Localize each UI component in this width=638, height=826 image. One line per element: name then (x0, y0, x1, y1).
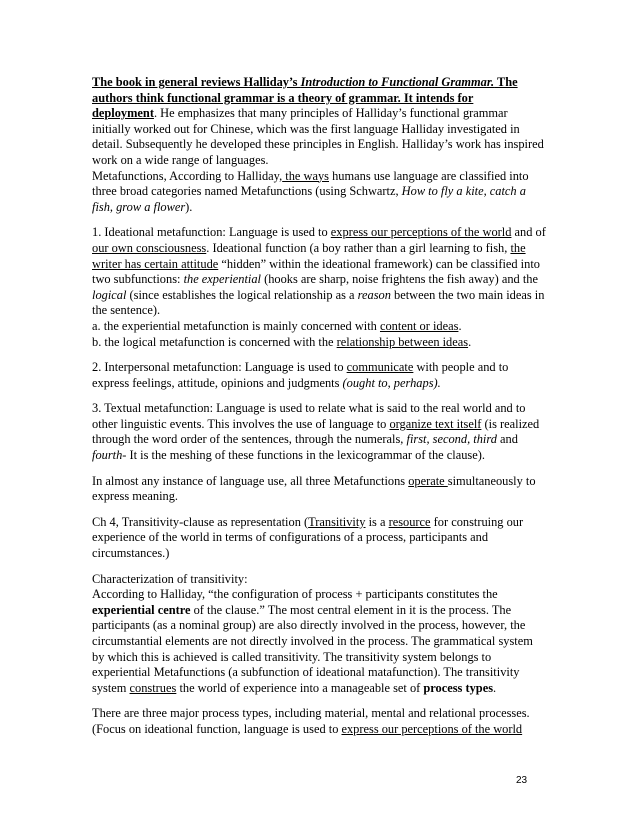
sub-item-b-end: . (468, 334, 472, 349)
paragraph-characterization (92, 572, 548, 697)
ideational-text: “hidden” within the ideational framework) can be classified into two subfunctions: (92, 256, 540, 287)
paragraph-process-types (92, 706, 548, 737)
metafunctions-end: ). (185, 199, 193, 214)
ideational-text: between the two main ideas in the sentence). (92, 287, 545, 318)
metafunctions-text: simultaneously to express meaning. (92, 473, 536, 504)
paragraph-all-metafunctions (92, 474, 548, 505)
schwartz-title: How to fly a kite, catch a fish, grow a flower (92, 184, 526, 214)
underlined-phrase: construes (129, 680, 177, 695)
textual-text: 3. Textual metafunction: Language is used to relate what is said to the real world and to other linguistic events. This involves the use of language to (92, 401, 526, 431)
transitivity-text: for construing our experience of the world in terms of configurations of a process, participants and circumstances.) (92, 514, 524, 561)
heading-text: The book in general reviews Halliday’s (92, 75, 301, 89)
characterization-end: . (493, 680, 497, 695)
italic-term: logical (92, 287, 127, 302)
underlined-phrase: relationship between ideas (336, 334, 469, 349)
intro-body: . He emphasizes that many principles of Halliday’s functional grammar initially worked out for Chinese, which was the first language Halliday investigated in detail. Subsequently he developed these principles in English. Halliday’s work has inspired work on a wide range of languages. (92, 106, 544, 167)
ideational-text: . Ideational function (a boy rather than a girl learning to fish, (206, 240, 511, 255)
sub-item-a-end: . (458, 318, 462, 333)
bold-term: process types (423, 680, 494, 695)
textual-text: and (496, 432, 518, 447)
bold-term: experiential centre (92, 602, 191, 617)
paragraph-interpersonal (92, 360, 548, 391)
ideational-text: and of (511, 225, 546, 240)
underlined-phrase: content or ideas (379, 318, 459, 333)
interpersonal-text: with people and to express feelings, attitude, opinions and judgments (92, 360, 509, 390)
underlined-phrase: organize text itself (389, 416, 482, 431)
underlined-phrase: Transitivity (308, 514, 366, 529)
textual-text: (is realized through the word order of the sentences, through the numerals, (92, 416, 540, 447)
sub-item-b: b. the logical metafunction is concerned with the (92, 334, 337, 349)
metafunctions-text: In almost any instance of language use, all three Metafunctions (92, 473, 409, 488)
page-number: 23 (516, 775, 528, 786)
transitivity-text: is a (365, 514, 389, 529)
characterization-heading: Characterization of transitivity: (92, 571, 248, 586)
book-title: Introduction to Functional Grammar. (300, 75, 495, 89)
heading-text-continued: The authors think functional grammar is a theory of grammar. It intends for (92, 75, 518, 105)
ideational-text: 1. Ideational metafunction: Language is used to (92, 225, 331, 240)
underlined-phrase: express our perceptions of the world (341, 721, 523, 736)
ideational-text: (hooks are sharp, noise frightens the fish away) and the (260, 272, 538, 287)
underlined-phrase: resource (388, 514, 431, 529)
underlined-phrase: express our perceptions of the world (330, 225, 512, 240)
italic-term: (ought to, perhaps). (342, 375, 441, 390)
textual-text: It is the meshing of these functions in the lexicogrammar of the clause). (126, 448, 485, 463)
italic-term: first, second, third (406, 432, 497, 447)
underlined-phrase: our own consciousness (92, 240, 207, 255)
the-ways-underlined: the ways (282, 168, 329, 183)
paragraph-transitivity (92, 515, 548, 562)
italic-term: fourth- (92, 448, 127, 463)
underlined-phrase: operate (408, 473, 448, 488)
italic-term: the experiential (183, 272, 261, 287)
ideational-text: (since establishes the logical relationship as a (126, 287, 358, 302)
underlined-phrase: the writer has certain attitude (92, 240, 526, 271)
heading-deployment: deployment (92, 106, 154, 121)
underlined-phrase: communicate (346, 360, 414, 375)
metafunctions-text: humans use language are classified into three broad categories named Metafunctions (using Schwartz, (92, 168, 529, 199)
paragraph-textual (92, 401, 548, 463)
paragraph-intro (92, 75, 548, 215)
characterization-text: the world of experience into a manageable set of (176, 680, 424, 695)
document-page (92, 75, 548, 748)
transitivity-text: Ch 4, Transitivity-clause as representation ( (92, 514, 309, 529)
italic-term: reason (357, 287, 391, 302)
characterization-text: According to Halliday, “the configuration of process + participants constitutes the (92, 587, 498, 602)
interpersonal-text: 2. Interpersonal metafunction: Language is used to (92, 360, 347, 375)
paragraph-ideational (92, 225, 548, 350)
metafunctions-intro: Metafunctions, According to Halliday, (92, 168, 283, 183)
sub-item-a: a. the experiential metafunction is mainly concerned with (92, 318, 380, 333)
characterization-text: of the clause.” The most central element in it is the process. The participants (as a nominal group) are also directly involved in the process, however, the circumstantial elements are not directly involved in the process. The grammatical system by which this is achieved is called transitivity. The transitivity system belongs to experiential Metafunctions (a subfunction of ideational matafunction). The transitivity system (92, 602, 533, 695)
process-types-text: There are three major process types, including material, mental and relational processes. (Focus on ideational function, language is used to (92, 706, 530, 736)
